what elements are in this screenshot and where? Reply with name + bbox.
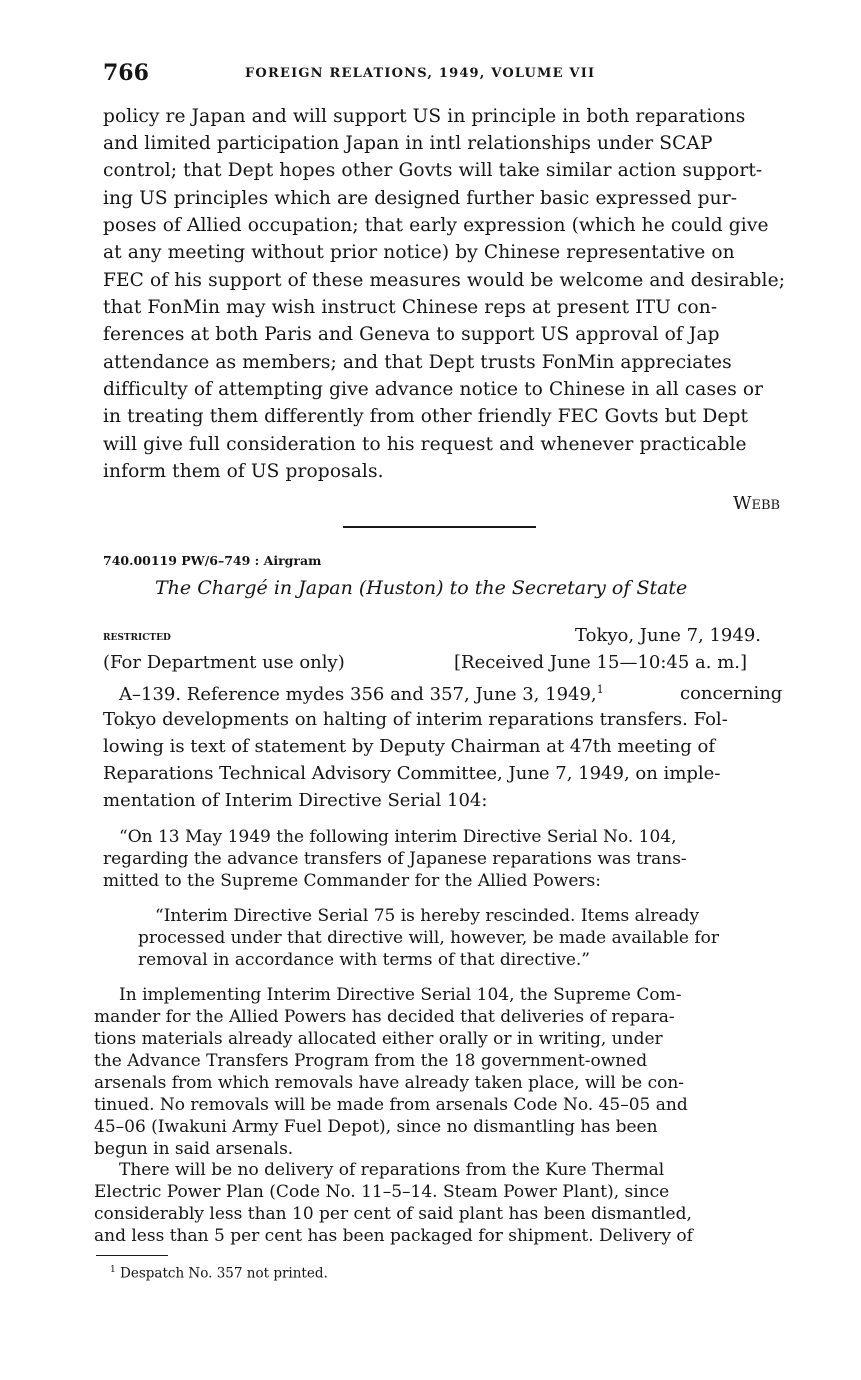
text-line: attendance as members; and that Dept trusts FonMin appreciates <box>103 352 732 373</box>
classification: restricted <box>103 628 171 644</box>
signature: Webb <box>733 493 781 514</box>
text-line: ferences at both Paris and Geneva to support US approval of Jap <box>103 324 720 345</box>
text-line: removal in accordance with terms of that directive.” <box>138 950 590 970</box>
footnote-line <box>110 1265 328 1282</box>
text-line: ing US principles which are designed further basic expressed pur- <box>103 188 738 209</box>
text-line: policy re Japan and will support US in principle in both reparations <box>103 106 746 127</box>
footnote-mark: 1 <box>110 1265 116 1275</box>
text-line: and less than 5 per cent has been packaged for shipment. Delivery of <box>94 1226 693 1246</box>
text-line: FEC of his support of these measures would be welcome and desirable; <box>103 270 786 291</box>
text-line: mitted to the Supreme Commander for the Allied Powers: <box>103 871 601 891</box>
footnote-ref: 1 <box>596 683 604 696</box>
text-line <box>119 683 604 705</box>
text-line: that FonMin may wish instruct Chinese reps at present ITU con- <box>103 297 718 318</box>
text-line: tions materials already allocated either orally or in writing, under <box>94 1029 663 1049</box>
footnote-rule <box>96 1255 168 1256</box>
text-line: mentation of Interim Directive Serial 104: <box>103 790 488 811</box>
footnote-text: Despatch No. 357 not printed. <box>120 1265 328 1282</box>
text-line: and limited participation Japan in intl relationships under SCAP <box>103 133 713 154</box>
text-run: concerning <box>680 683 783 704</box>
text-line: poses of Allied occupation; that early expression (which he could give <box>103 215 769 236</box>
text-run: A–139. Reference mydes 356 and 357, June 3, 1949, <box>119 684 597 705</box>
text-line: Tokyo developments on halting of interim reparations transfers. Fol- <box>103 709 728 730</box>
text-line: In implementing Interim Directive Serial 104, the Supreme Com- <box>119 985 682 1005</box>
section-divider <box>343 526 536 528</box>
text-line: “Interim Directive Serial 75 is hereby rescinded. Items already <box>155 906 700 926</box>
received-note: [Received June 15—10:45 a. m.] <box>454 652 748 673</box>
text-line: the Advance Transfers Program from the 18 government-owned <box>94 1051 648 1071</box>
text-line: considerably less than 10 per cent of said plant has been dismantled, <box>94 1204 692 1224</box>
text-line: will give full consideration to his request and whenever practicable <box>103 434 747 455</box>
text-line: difficulty of attempting give advance notice to Chinese in all cases or <box>103 379 764 400</box>
text-line: processed under that directive will, however, be made available for <box>138 928 719 948</box>
text-line: inform them of US proposals. <box>103 461 384 482</box>
document-heading: The Chargé in Japan (Huston) to the Secretary of State <box>155 577 688 599</box>
text-line: control; that Dept hopes other Govts will take similar action support- <box>103 160 763 181</box>
text-line: There will be no delivery of reparations from the Kure Thermal <box>119 1160 665 1180</box>
page-number: 766 <box>103 60 149 86</box>
text-line: arsenals from which removals have already taken place, will be con- <box>94 1073 685 1093</box>
text-line: at any meeting without prior notice) by Chinese representative on <box>103 242 735 263</box>
place-date: Tokyo, June 7, 1949. <box>575 625 762 646</box>
text-line: regarding the advance transfers of Japanese reparations was trans- <box>103 849 687 869</box>
running-title: FOREIGN RELATIONS, 1949, VOLUME VII <box>245 66 596 81</box>
text-line: 45–06 (Iwakuni Army Fuel Depot), since no dismantling has been <box>94 1117 658 1137</box>
text-line: tinued. No removals will be made from arsenals Code No. 45–05 and <box>94 1095 688 1115</box>
text-line: begun in said arsenals. <box>94 1139 294 1159</box>
use-note: (For Department use only) <box>103 652 345 673</box>
text-line: lowing is text of statement by Deputy Chairman at 47th meeting of <box>103 736 716 757</box>
text-line: in treating them differently from other friendly FEC Govts but Dept <box>103 406 749 427</box>
text-line: Reparations Technical Advisory Committee, June 7, 1949, on imple- <box>103 763 721 784</box>
text-line: “On 13 May 1949 the following interim Directive Serial No. 104, <box>119 827 677 847</box>
file-number: 740.00119 PW/6–749 : Airgram <box>103 553 322 568</box>
text-line: mander for the Allied Powers has decided that deliveries of repara- <box>94 1007 675 1027</box>
text-line: Electric Power Plan (Code No. 11–5–14. Steam Power Plant), since <box>94 1182 670 1202</box>
